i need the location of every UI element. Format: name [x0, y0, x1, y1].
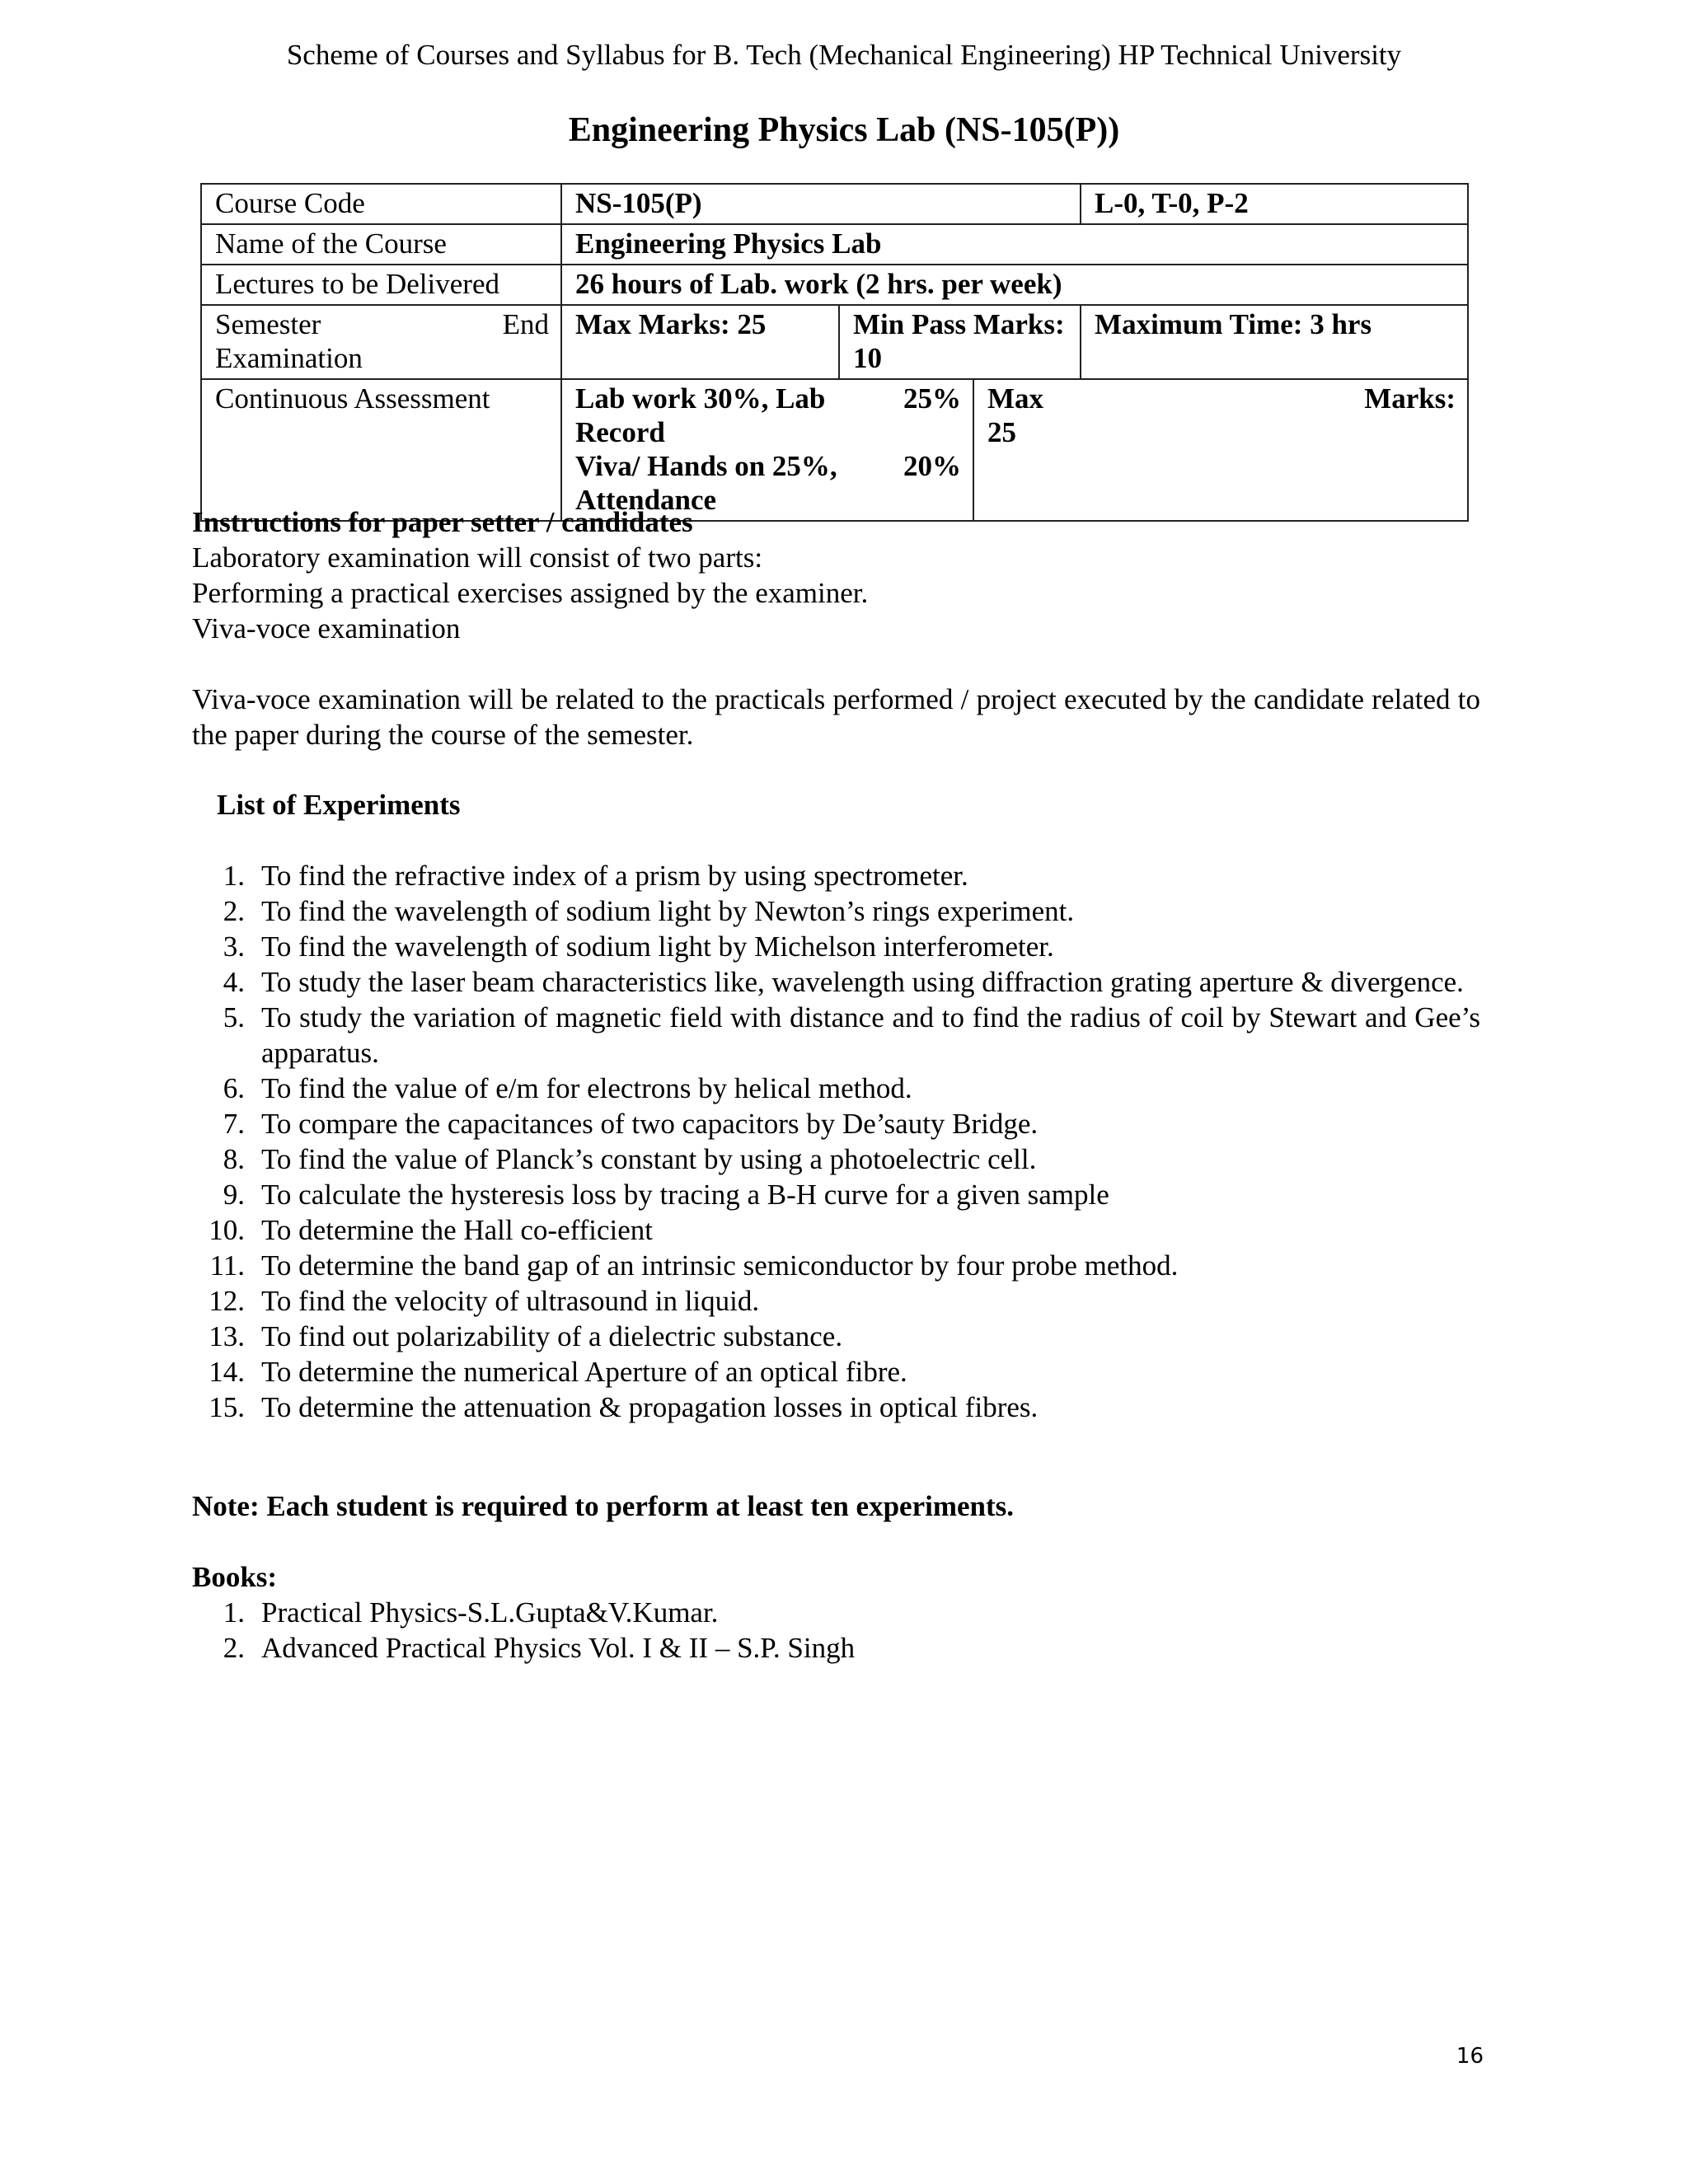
book-item-number: 1.: [223, 1596, 245, 1629]
table-row-lectures: [201, 265, 1468, 305]
instructions-line2: Performing a practical exercises assigned by the examiner.: [192, 577, 869, 609]
page-title: Engineering Physics Lab (NS-105(P)): [568, 111, 1120, 149]
experiment-item-number: 4.: [223, 966, 245, 998]
experiments-list: [192, 858, 1480, 1425]
experiment-item-text: To study the laser beam characteristics like, wavelength using diffraction grating aperture & divergence.: [261, 966, 1464, 998]
experiment-item: [192, 1390, 1480, 1425]
table-row-course-code: [201, 184, 1468, 224]
experiment-item-number: 10.: [209, 1214, 245, 1246]
books-section: [192, 1559, 1480, 1666]
instructions-line3: Viva-voce examination: [192, 612, 461, 644]
ca-breakdown-line2-b: 20%: [903, 450, 961, 482]
ca-breakdown-line1-b: 25%: [903, 382, 961, 415]
course-code-value: NS-105(P): [561, 184, 1081, 224]
ca-max-marks-value: 25: [987, 416, 1016, 448]
book-item-text: Practical Physics-S.L.Gupta&V.Kumar.: [261, 1596, 719, 1629]
course-name-value: Engineering Physics Lab: [561, 224, 1468, 265]
book-item: [192, 1595, 1480, 1630]
experiment-item: [192, 1071, 1480, 1106]
experiment-item-text: To find the refractive index of a prism by using spectrometer.: [261, 860, 968, 892]
table-row-course-name: [201, 224, 1468, 265]
experiment-item-text: To find the velocity of ultrasound in liquid.: [261, 1285, 760, 1317]
experiment-item-number: 5.: [223, 1001, 245, 1033]
experiment-item-text: To compare the capacitances of two capacitors by De’sauty Bridge.: [261, 1108, 1039, 1140]
experiment-item-number: 15.: [209, 1391, 245, 1423]
experiment-item-text: To calculate the hysteresis loss by tracing a B-H curve for a given sample: [261, 1179, 1109, 1211]
experiment-item-number: 11.: [209, 1249, 245, 1282]
experiment-item: [192, 1141, 1480, 1177]
ca-breakdown-line1-a: Lab work 30%, Lab Record: [575, 382, 826, 448]
book-item: [192, 1630, 1480, 1666]
instructions-heading: Instructions for paper setter / candidates: [192, 506, 693, 538]
experiment-item-number: 3.: [223, 930, 245, 963]
min-pass-marks-value: Min Pass Marks: 10: [839, 305, 1081, 379]
max-time-value: Maximum Time: 3 hrs: [1081, 305, 1468, 379]
semester-label-part2: End: [502, 308, 549, 340]
max-marks-value: Max Marks: 25: [561, 305, 839, 379]
experiment-item-text: To determine the numerical Aperture of an optical fibre.: [261, 1356, 907, 1388]
semester-label-part3: Examination: [215, 342, 363, 374]
ltp-value: L-0, T-0, P-2: [1081, 184, 1468, 224]
lectures-value: 26 hours of Lab. work (2 hrs. per week): [561, 265, 1468, 305]
experiment-item-number: 1.: [223, 860, 245, 892]
experiment-item-text: To find the wavelength of sodium light by Newton’s rings experiment.: [261, 895, 1075, 927]
page-header: Scheme of Courses and Syllabus for B. Tech (Mechanical Engineering) HP Technical University: [286, 39, 1402, 71]
book-item-number: 2.: [223, 1632, 245, 1664]
experiment-item-number: 6.: [223, 1072, 245, 1104]
table-row-continuous-assessment: [201, 379, 1468, 521]
experiment-item-number: 8.: [223, 1143, 245, 1175]
experiment-item-number: 2.: [223, 895, 245, 927]
note-text: Note: Each student is required to perform at least ten experiments.: [192, 1490, 1015, 1522]
course-details-table: [200, 183, 1469, 522]
experiment-item-number: 12.: [209, 1285, 245, 1317]
books-heading: Books:: [192, 1561, 278, 1593]
instructions-line1: Laboratory examination will consist of two parts:: [192, 541, 763, 574]
book-item-text: Advanced Practical Physics Vol. I & II – S.P. Singh: [261, 1632, 856, 1664]
experiment-item: [192, 1283, 1480, 1319]
experiment-item-text: To find the value of e/m for electrons by helical method.: [261, 1072, 912, 1104]
continuous-assessment-breakdown: [561, 379, 973, 521]
experiments-section: [192, 787, 1480, 1425]
ca-max-marks-part1: Max: [987, 382, 1044, 415]
instructions-section: [192, 504, 1480, 646]
experiment-item-text: To determine the band gap of an intrinsic semiconductor by four probe method.: [261, 1249, 1179, 1282]
experiment-item-number: 14.: [209, 1356, 245, 1388]
page-number: 16: [1456, 2044, 1484, 2069]
experiment-item: [192, 1212, 1480, 1248]
semester-label-part1: Semester: [215, 308, 321, 340]
lectures-label: Lectures to be Delivered: [201, 265, 561, 305]
experiment-item: [192, 1000, 1480, 1071]
experiment-item: [192, 929, 1480, 964]
experiment-item: [192, 1248, 1480, 1283]
experiment-item-number: 13.: [209, 1320, 245, 1352]
experiment-item-number: 7.: [223, 1108, 245, 1140]
ca-max-marks-part2: Marks:: [1364, 382, 1456, 415]
experiment-item: [192, 1177, 1480, 1212]
experiment-item-text: To determine the Hall co-efficient: [261, 1214, 654, 1246]
experiment-item-number: 9.: [223, 1179, 245, 1211]
experiment-item: [192, 964, 1480, 1000]
experiment-item: [192, 1354, 1480, 1390]
experiment-item-text: To find the wavelength of sodium light by Michelson interferometer.: [261, 930, 1054, 963]
course-name-label: Name of the Course: [201, 224, 561, 265]
experiment-item: [192, 893, 1480, 929]
experiment-item-text: To determine the attenuation & propagation losses in optical fibres.: [261, 1391, 1039, 1423]
experiment-item-text: To find the value of Planck’s constant by using a photoelectric cell.: [261, 1143, 1037, 1175]
experiment-item: [192, 1106, 1480, 1141]
ca-breakdown-line2-a: Viva/ Hands on 25%, Attendance: [575, 450, 837, 516]
books-list: [192, 1595, 1480, 1666]
continuous-assessment-label: Continuous Assessment: [201, 379, 561, 521]
ca-max-marks: [973, 379, 1468, 521]
experiment-item-text: To find out polarizability of a dielectric substance.: [261, 1320, 843, 1352]
experiment-item-text: To study the variation of magnetic field with distance and to find the radius of coil by Stewart and Gee’s apparatus.: [261, 1001, 1480, 1069]
viva-paragraph: Viva-voce examination will be related to the practicals performed / project executed by the candidate related to the paper during the course of the semester.: [192, 683, 1480, 751]
course-code-label: Course Code: [201, 184, 561, 224]
semester-exam-label: [201, 305, 561, 379]
experiments-heading: List of Experiments: [217, 789, 461, 821]
experiment-item: [192, 1319, 1480, 1354]
experiment-item: [192, 858, 1480, 893]
table-row-semester-exam: [201, 305, 1468, 379]
